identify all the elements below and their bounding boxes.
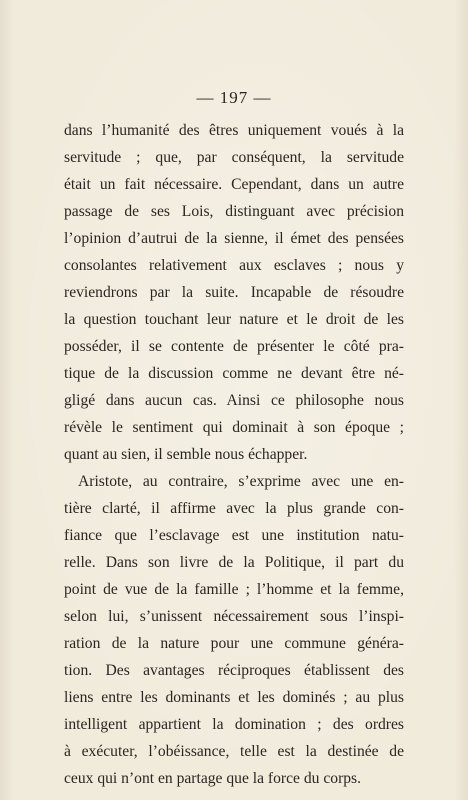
text-line: ceux qui n’ont en partage que la force du corps. [64,770,362,787]
paragraph-last-line: quant au sien, il semble nous échapper. [64,446,308,463]
text-line: dans l’humanité des êtres uniquement voués à la [64,122,404,139]
text-line: point de vue de la famille ; l’homme et la femme, [64,581,404,598]
paragraph-first-line: Aristote, au contraire, s’exprime avec une en- [78,473,404,490]
text-line: liens entre les dominants et les dominés ; au plus [64,689,404,706]
text-line: reviendrons par la suite. Incapable de résoudre [64,284,404,301]
text-line: intelligent appartient la domination ; des ordres [64,716,404,733]
text-line: fiance que l’esclavage est une institution natu- [64,527,404,544]
text-line: tière clarté, il affirme avec la plus grande con- [64,500,404,517]
text-line: relle. Dans son livre de la Politique, il part du [64,554,404,571]
text-line: posséder, il se contente de présenter le côté pra- [64,338,404,355]
text-line: gligé dans aucun cas. Ainsi ce philosophe nous [64,392,404,409]
text-line: à exécuter, l’obéissance, telle est la destinée de [64,743,404,760]
text-line: selon lui, s’unissent nécessairement sous l’inspi- [64,608,404,625]
text-line: servitude ; que, par conséquent, la servitude [64,149,404,166]
text-line: tique de la discussion comme ne devant être né- [64,365,404,382]
text-line: révèle le sentiment qui dominait à son époque ; [64,419,404,436]
text-line: passage de ses Lois, distinguant avec précision [64,203,404,220]
text-line: était un fait nécessaire. Cependant, dans un autre [64,176,404,193]
text-line: tion. Des avantages réciproques établissent des [64,662,404,679]
text-line: l’opinion d’autrui de la sienne, il émet des pensées [64,230,404,247]
text-line: ration de la nature pour une commune généra- [64,635,404,652]
text-line: la question touchant leur nature et le droit de les [64,311,404,328]
body-text [64,117,404,792]
page-number: — 197 — [196,88,272,107]
text-line: consolantes relativement aux esclaves ; nous y [64,257,404,274]
